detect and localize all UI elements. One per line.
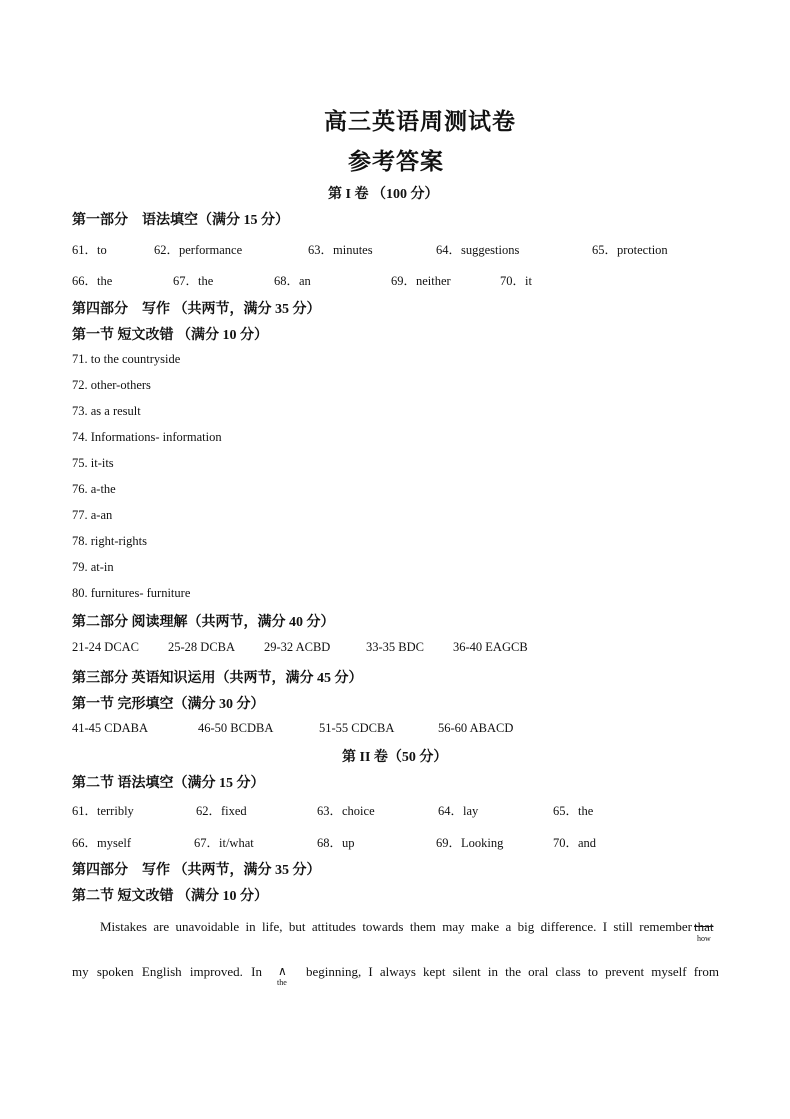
correction-item: 73. as a result [72, 404, 141, 418]
insert-caret: ∧ [278, 964, 287, 978]
grammar-answers-row1 [0, 801, 790, 819]
correction-item: 71. to the countryside [72, 352, 181, 366]
correction-item: 78. right-rights [72, 534, 147, 548]
answer-item: 62．fixed [196, 804, 247, 818]
vol2-sec2-heading: 第二节 语法填空（满分 15 分） [72, 776, 265, 791]
correction-word: how [697, 934, 711, 943]
answer-item: 70．and [553, 836, 597, 850]
part3-sec1-heading: 第一节 完形填空（满分 30 分） [72, 697, 265, 712]
answer-item: 36-40 EAGCB [453, 640, 528, 654]
answer-item: 67．it/what [194, 836, 254, 850]
answer-item: 68．an [274, 274, 311, 288]
grammar-answers-row2 [0, 833, 790, 851]
answer-item: 51-55 CDCBA [319, 721, 395, 735]
passage-line-2a: my spoken English improved. In [72, 964, 262, 979]
correction-item: 74. Informations- information [72, 430, 222, 444]
answer-item: 70．it [500, 274, 532, 288]
passage-line-2b: beginning, I always kept silent in the oral class to prevent myself from [306, 964, 719, 979]
answer-item: 68．up [317, 836, 355, 850]
part1-heading: 第一部分 语法填空（满分 15 分） [72, 213, 289, 228]
answer-item: 61．to [72, 243, 107, 257]
correction-item: 76. a-the [72, 482, 116, 496]
part4-heading: 第四部分 写作 （共两节，满分 35 分） [72, 302, 321, 317]
vol2-part4-heading: 第四部分 写作 （共两节，满分 35 分） [72, 863, 321, 878]
part1-answers-row2 [0, 271, 790, 289]
part3-heading: 第三部分 英语知识运用（共两节，满分 45 分） [72, 671, 363, 686]
answer-item: 64．suggestions [436, 243, 520, 257]
correction-item: 75. it-its [72, 456, 114, 470]
answer-item: 62．performance [154, 243, 243, 257]
answer-item: 29-32 ACBD [264, 640, 331, 654]
answer-item: 66．the [72, 274, 113, 288]
answer-item: 64．lay [438, 804, 479, 818]
correction-item: 77. a-an [72, 508, 113, 522]
correction-item: 79. at-in [72, 560, 114, 574]
passage-text: Mistakes are unavoidable in life, but attitudes towards them may make a big difference. I still remember [100, 919, 692, 934]
volume-1-heading: 第 I 卷 （100 分） [328, 187, 439, 202]
answer-item: 46-50 BCDBA [198, 721, 274, 735]
answer-item: 69．neither [391, 274, 451, 288]
answer-item: 25-28 DCBA [168, 640, 236, 654]
reading-answers-row [0, 640, 790, 658]
vol2-part4-sec2-heading: 第二节 短文改错 （满分 10 分） [72, 889, 268, 904]
correction-item: 72. other-others [72, 378, 151, 392]
answer-item: 56-60 ABACD [438, 721, 514, 735]
answer-item: 65．the [553, 804, 594, 818]
volume-2-heading: 第 II 卷（50 分） [342, 750, 448, 765]
answer-item: 63．choice [317, 804, 375, 818]
passage-line-1 [100, 919, 692, 935]
answer-item: 61．terribly [72, 804, 134, 818]
insert-word: the [277, 978, 287, 987]
answer-item: 65．protection [592, 243, 668, 257]
answer-item: 66．myself [72, 836, 132, 850]
answer-item: 63．minutes [308, 243, 373, 257]
answer-item: 67．the [173, 274, 214, 288]
answer-item: 21-24 DCAC [72, 640, 140, 654]
answer-item: 41-45 CDABA [72, 721, 149, 735]
cloze-answers-row [0, 721, 790, 739]
part2-heading: 第二部分 阅读理解（共两节，满分 40 分） [72, 615, 335, 630]
struck-word: that [694, 919, 714, 934]
page-title: 高三英语周测试卷 [324, 109, 516, 134]
page-subtitle: 参考答案 [348, 149, 444, 174]
correction-item: 80. furnitures- furniture [72, 586, 191, 600]
answer-item: 33-35 BDC [366, 640, 424, 654]
answer-item: 69．Looking [436, 836, 504, 850]
part1-answers-row1 [0, 240, 790, 258]
part4-sec1-heading: 第一节 短文改错 （满分 10 分） [72, 328, 268, 343]
